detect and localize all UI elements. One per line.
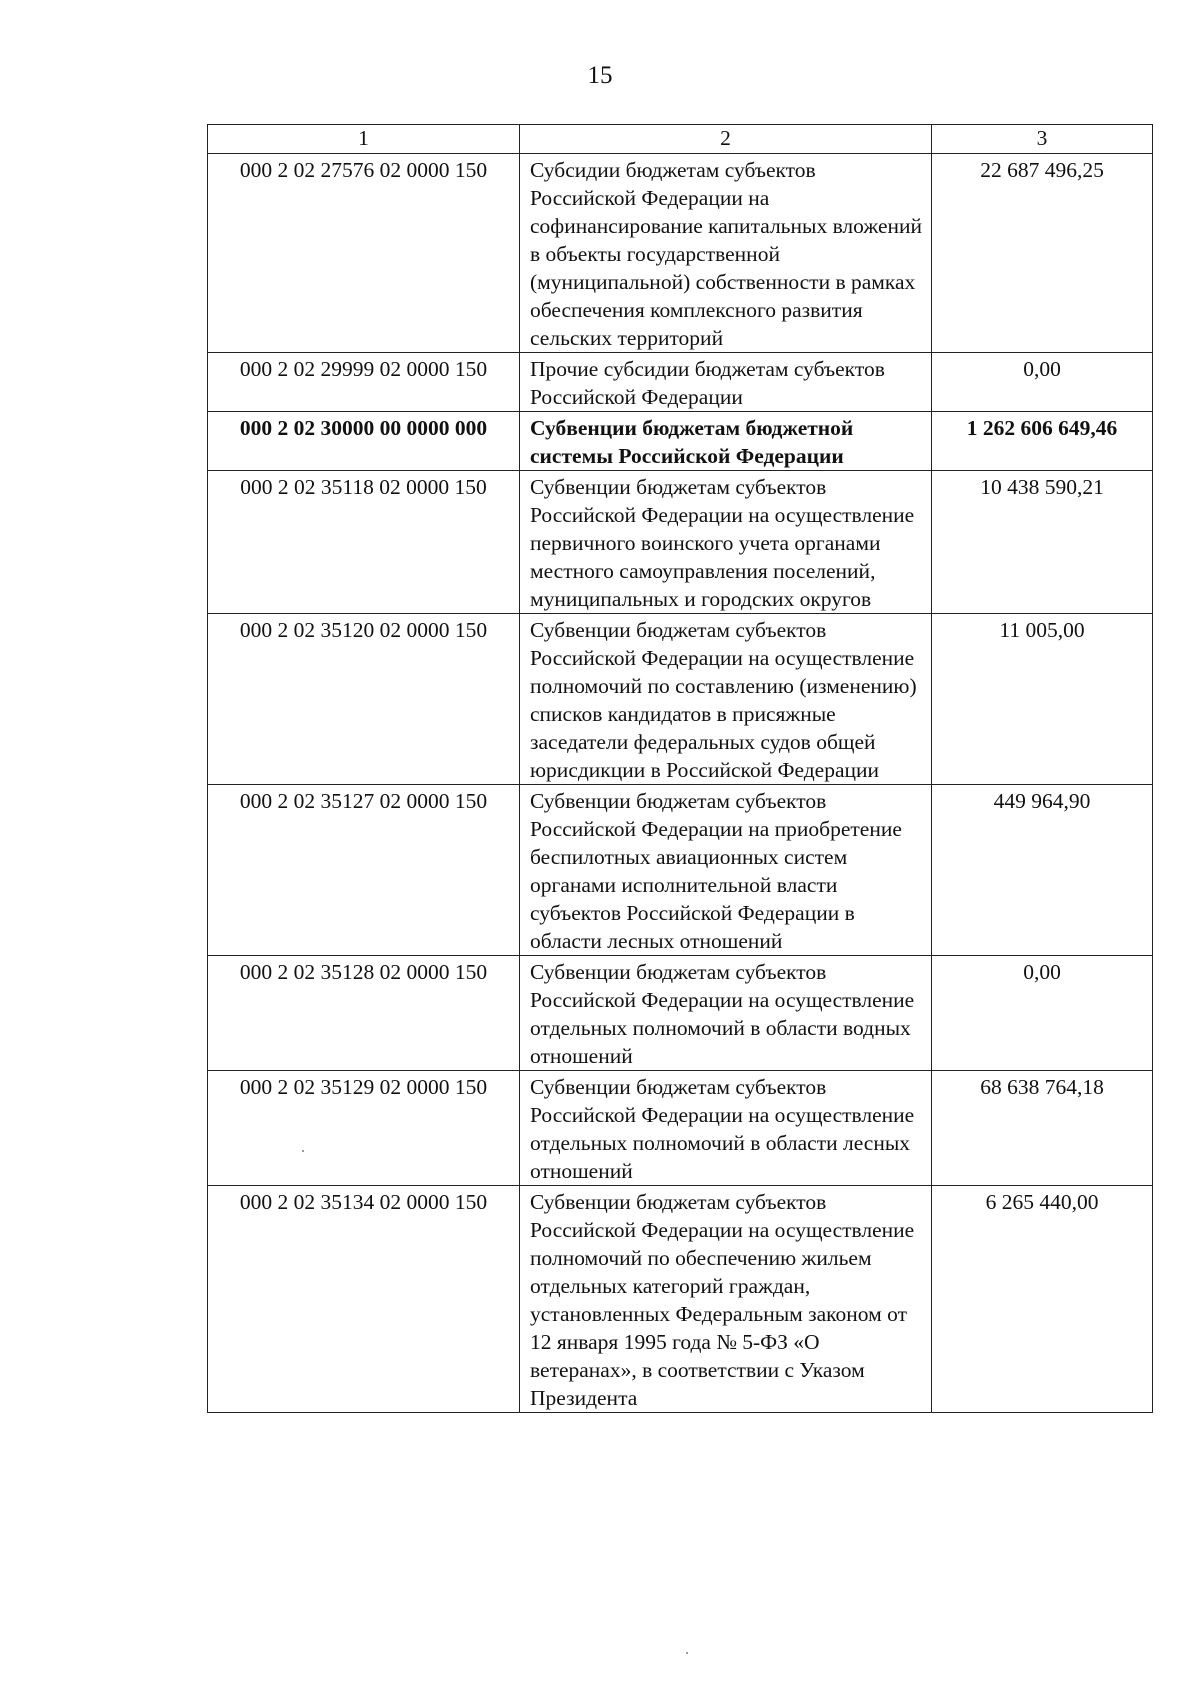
table-row-total xyxy=(208,412,1153,471)
description-cell: Субвенции бюджетам субъектов Российской Федерации на осуществление полномочий по обеспечению жильем отдельных категорий граждан, установленных Федеральным законом от 12 января 1995 года № 5-ФЗ «О ветеранах», в соответствии с Указом Президента xyxy=(520,1186,932,1413)
amount-cell: 0,00 xyxy=(932,353,1153,412)
amount-cell: 68 638 764,18 xyxy=(932,1071,1153,1186)
amount-cell: 1 262 606 649,46 xyxy=(932,412,1153,471)
budget-code-cell: 000 2 02 35134 02 0000 150 xyxy=(208,1186,520,1413)
description-cell: Субвенции бюджетам бюджетной системы Российской Федерации xyxy=(520,412,932,471)
table-header-row xyxy=(208,125,1153,154)
description-cell: Субсидии бюджетам субъектов Российской Федерации на софинансирование капитальных вложений в объекты государственной (муниципальной) собственности в рамках обеспечения комплексного развития сельских территорий xyxy=(520,154,932,353)
budget-code-cell: 000 2 02 35129 02 0000 150 xyxy=(208,1071,520,1186)
description-cell: Субвенции бюджетам субъектов Российской Федерации на осуществление отдельных полномочий в области лесных отношений xyxy=(520,1071,932,1186)
page-number: 15 xyxy=(587,62,613,89)
budget-code-cell: 000 2 02 27576 02 0000 150 xyxy=(208,154,520,353)
column-header-code: 1 xyxy=(208,125,520,154)
budget-code-cell: 000 2 02 30000 00 0000 000 xyxy=(208,412,520,471)
budget-code-cell: 000 2 02 35127 02 0000 150 xyxy=(208,785,520,956)
description-cell: Субвенции бюджетам субъектов Российской Федерации на приобретение беспилотных авиационных систем органами исполнительной власти субъектов Российской Федерации в области лесных отношений xyxy=(520,785,932,956)
amount-cell: 10 438 590,21 xyxy=(932,471,1153,614)
table-row xyxy=(208,956,1153,1071)
scan-speck xyxy=(686,1652,688,1654)
description-cell: Субвенции бюджетам субъектов Российской Федерации на осуществление полномочий по составлению (изменению) списков кандидатов в присяжные заседатели федеральных судов общей юрисдикции в Российской Федерации xyxy=(520,614,932,785)
table-row xyxy=(208,614,1153,785)
budget-code-cell: 000 2 02 29999 02 0000 150 xyxy=(208,353,520,412)
budget-table xyxy=(207,124,1153,1413)
table-row xyxy=(208,353,1153,412)
table-row xyxy=(208,1071,1153,1186)
table-row xyxy=(208,1186,1153,1413)
description-cell: Субвенции бюджетам субъектов Российской Федерации на осуществление первичного воинского учета органами местного самоуправления поселений, муниципальных и городских округов xyxy=(520,471,932,614)
amount-cell: 22 687 496,25 xyxy=(932,154,1153,353)
amount-cell: 6 265 440,00 xyxy=(932,1186,1153,1413)
amount-cell: 0,00 xyxy=(932,956,1153,1071)
table-row xyxy=(208,785,1153,956)
scan-speck xyxy=(302,1150,304,1152)
column-header-amount: 3 xyxy=(932,125,1153,154)
amount-cell: 11 005,00 xyxy=(932,614,1153,785)
budget-code-cell: 000 2 02 35118 02 0000 150 xyxy=(208,471,520,614)
description-cell: Прочие субсидии бюджетам субъектов Российской Федерации xyxy=(520,353,932,412)
amount-cell: 449 964,90 xyxy=(932,785,1153,956)
column-header-name: 2 xyxy=(520,125,932,154)
table-row xyxy=(208,154,1153,353)
table-row xyxy=(208,471,1153,614)
budget-code-cell: 000 2 02 35120 02 0000 150 xyxy=(208,614,520,785)
description-cell: Субвенции бюджетам субъектов Российской Федерации на осуществление отдельных полномочий в области водных отношений xyxy=(520,956,932,1071)
budget-code-cell: 000 2 02 35128 02 0000 150 xyxy=(208,956,520,1071)
